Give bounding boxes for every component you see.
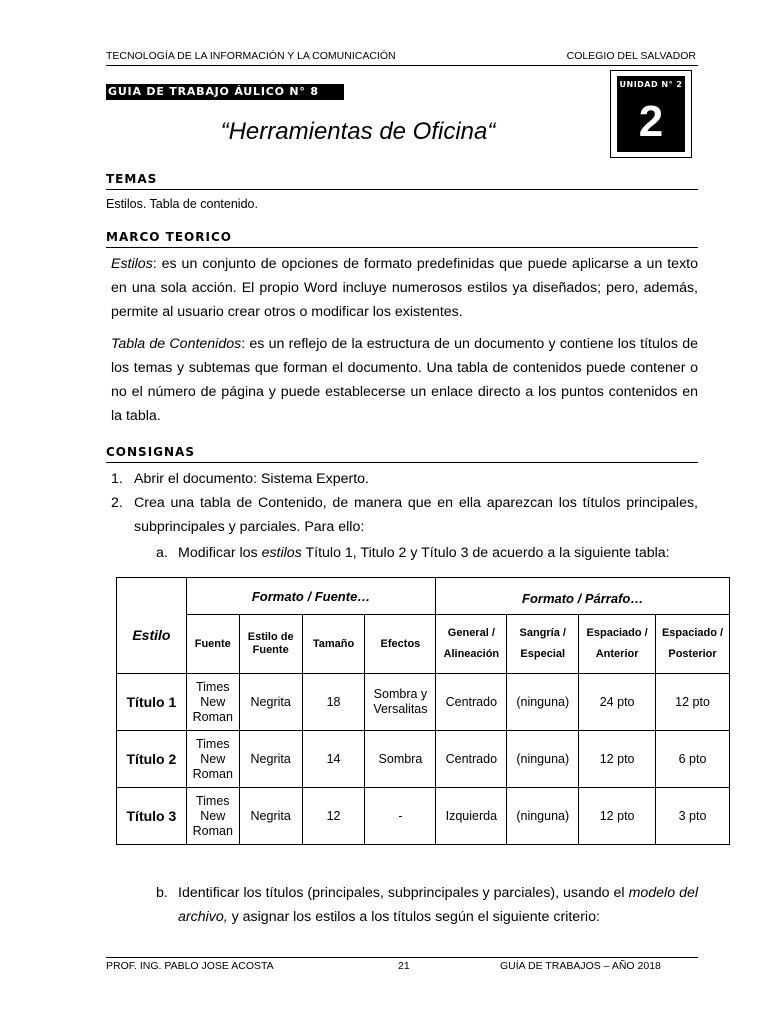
list-item-1: Abrir el documento: Sistema Experto. [134, 471, 369, 487]
header-left: TECNOLOGÍA DE LA INFORMACIÓN Y LA COMUNICACIÓN [106, 50, 396, 62]
paragraph-estilos [111, 252, 698, 324]
table-corner [117, 578, 187, 615]
table-cell: 3 pto [656, 788, 730, 845]
item-b-emphasis: modelo del archivo, [178, 885, 698, 925]
table-cell: Negrita [239, 731, 302, 788]
table-cell: 14 [302, 731, 365, 788]
table-cell: Times New Roman [186, 731, 239, 788]
section-rule [106, 189, 698, 190]
table-row [117, 788, 730, 845]
table-subheader: Sangría / Especial [507, 615, 579, 674]
item-b-text: Identificar los títulos (principales, subprincipales y parciales), usando el [178, 885, 629, 901]
table-cell: 6 pto [656, 731, 730, 788]
header-right: COLEGIO DEL SALVADOR [566, 50, 696, 62]
list-letter: b. [156, 885, 168, 901]
section-heading-consignas: CONSIGNAS [106, 445, 195, 459]
table-row [117, 674, 730, 731]
item-a-emphasis: estilos [261, 545, 302, 561]
table-cell: (ninguna) [507, 788, 579, 845]
unit-label: UNIDAD N° 2 [619, 80, 683, 89]
header-rule [106, 65, 698, 66]
table-subheader: Efectos [365, 615, 436, 674]
table-cell: 12 pto [579, 731, 656, 788]
table-cell: Negrita [239, 674, 302, 731]
list-item-a [178, 541, 698, 565]
table-cell: (ninguna) [507, 731, 579, 788]
table-subheader: General / Alineación [436, 615, 507, 674]
item-a-text: Título 1, Titulo 2 y Título 3 de acuerdo a la siguiente tabla: [301, 545, 670, 561]
unit-number: 2 [638, 97, 664, 146]
paragraph-text: : es un reflejo de la estructura de un documento y contiene los títulos de los temas y subtemas que forman el documento. Una tabla de contenidos puede contener o no el número de página y puede establecerse un enlace directo a los puntos contenidos en la tabla. [111, 336, 698, 424]
footer-left: PROF. ING. PABLO JOSE ACOSTA [106, 960, 274, 972]
table-cell: Centrado [436, 731, 507, 788]
item-b-text: y asignar los estilos a los títulos según el siguiente criterio: [227, 909, 600, 925]
list-item-b [178, 881, 698, 929]
section-heading-marco: MARCO TEORICO [106, 230, 232, 244]
page-title: “Herramientas de Oficina“ [220, 118, 496, 145]
table-cell: Izquierda [436, 788, 507, 845]
table-cell: 12 pto [656, 674, 730, 731]
page-number: 21 [398, 960, 410, 972]
section-heading-temas: TEMAS [106, 172, 158, 186]
table-cell: 12 pto [579, 788, 656, 845]
table-group-fuente: Formato / Fuente… [186, 578, 436, 615]
row-style-name: Título 1 [117, 674, 187, 731]
paragraph-text: : es un conjunto de opciones de formato predefinidas que puede aplicarse a un texto en una sola acción. El propio Word incluye numerosos estilos ya diseñados; pero, además, permite al usuario crear otros o modificar los existentes. [111, 256, 698, 320]
unit-box-inner [617, 76, 685, 152]
table-cell: 18 [302, 674, 365, 731]
temas-text: Estilos. Tabla de contenido. [106, 197, 258, 211]
table-cell: 12 [302, 788, 365, 845]
table-subheader: Estilo de Fuente [239, 615, 302, 674]
table-subheader: Tamaño [302, 615, 365, 674]
footer-rule [106, 957, 698, 958]
table-cell: - [365, 788, 436, 845]
table-cell: Sombra [365, 731, 436, 788]
unit-box [610, 70, 692, 158]
table-header-estilo: Estilo [117, 615, 187, 674]
section-rule [106, 462, 698, 463]
table-cell: Times New Roman [186, 788, 239, 845]
term-estilos: Estilos [111, 256, 153, 272]
list-number: 1. [111, 471, 123, 487]
table-cell: Negrita [239, 788, 302, 845]
table-cell: Times New Roman [186, 674, 239, 731]
list-item-2: Crea una tabla de Contenido, de manera que en ella aparezcan los títulos principales, subprincipales y parciales. Para ello: [134, 495, 698, 535]
footer-right: GUÍA DE TRABAJOS – AÑO 2018 [500, 960, 661, 972]
table-subheader: Fuente [186, 615, 239, 674]
row-style-name: Título 2 [117, 731, 187, 788]
section-rule [106, 247, 698, 248]
table-cell: (ninguna) [507, 674, 579, 731]
table-subheader: Espaciado / Anterior [579, 615, 656, 674]
item-a-text: Modificar los [178, 545, 262, 561]
table-subheader: Espaciado / Posterior [656, 615, 730, 674]
guide-label: GUIA DE TRABAJO ÁULICO N° 8 [106, 84, 344, 100]
styles-table [116, 577, 730, 845]
table-row [117, 731, 730, 788]
table-cell: 24 pto [579, 674, 656, 731]
list-letter: a. [156, 545, 168, 561]
paragraph-tabla-contenidos [111, 332, 698, 428]
list-number: 2. [111, 495, 123, 511]
table-group-parrafo: Formato / Párrafo… [436, 578, 730, 615]
table-cell: Centrado [436, 674, 507, 731]
term-tabla-contenidos: Tabla de Contenidos [111, 336, 242, 352]
row-style-name: Título 3 [117, 788, 187, 845]
table-cell: Sombra y Versalitas [365, 674, 436, 731]
